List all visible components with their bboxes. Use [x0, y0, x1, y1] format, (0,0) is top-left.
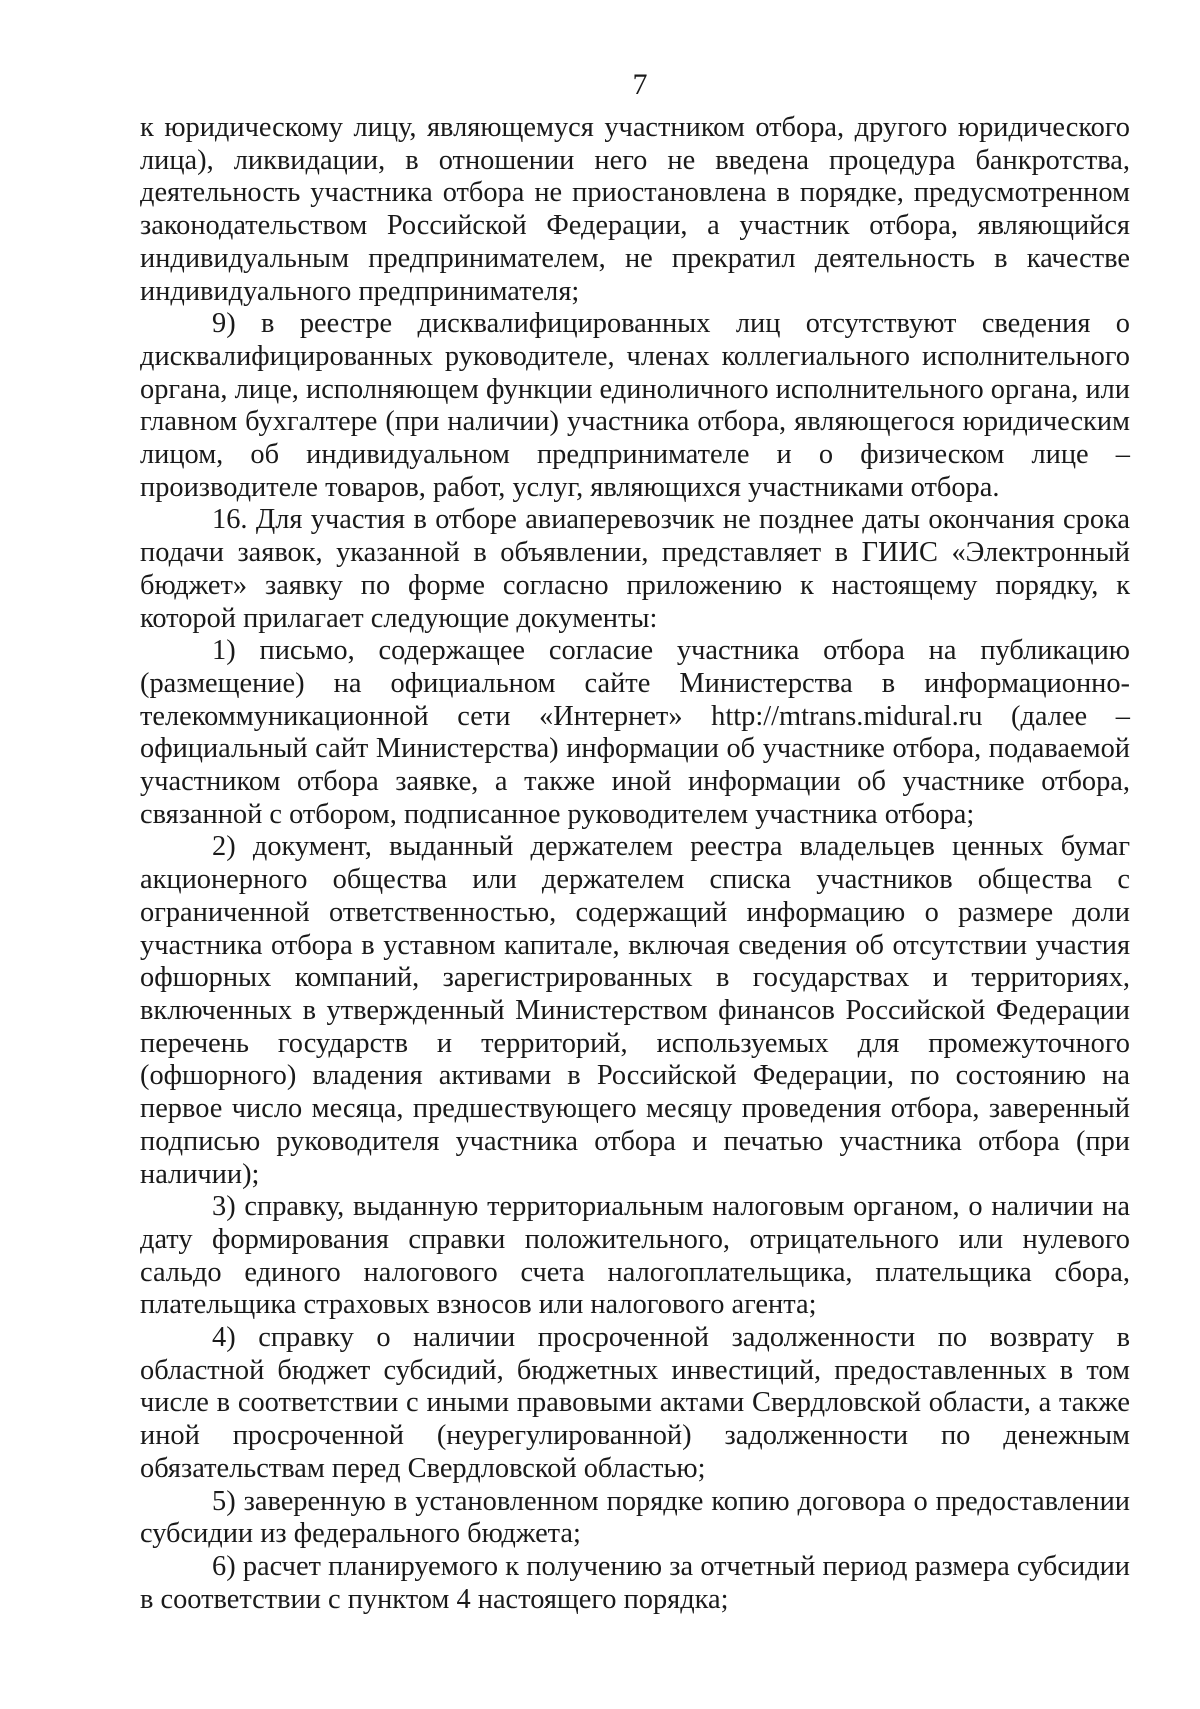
document-body: [140, 112, 1130, 1616]
paragraph-section-16: 16. Для участия в отборе авиаперевозчик не позднее даты окончания срока подачи заявок, указанной в объявлении, представляет в ГИИС «Электронный бюджет» заявку по форме согласно приложению к настоящему порядку, к которой прилагает следующие документы:: [140, 504, 1130, 634]
paragraph-item-6: 6) расчет планируемого к получению за отчетный период размера субсидии в соответствии с пунктом 4 настоящего порядка;: [140, 1550, 1130, 1615]
paragraph-item-9: 9) в реестре дисквалифицированных лиц отсутствуют сведения о дисквалифицированных руководителе, членах коллегиального исполнительного органа, лице, исполняющем функции единоличного исполнительного органа, или главном бухгалтере (при наличии) участника отбора, являющегося юридическим лицом, об индивидуальном предпринимателе и о физическом лице – производителе товаров, работ, услуг, являющихся участниками отбора.: [140, 308, 1130, 503]
paragraph-item-4: 4) справку о наличии просроченной задолженности по возврату в областной бюджет субсидий, бюджетных инвестиций, предоставленных в том числе в соответствии с иными правовыми актами Свердловской области, а также иной просроченной (неурегулированной) задолженности по денежным обязательствам перед Свердловской областью;: [140, 1322, 1130, 1484]
paragraph-continuation: к юридическому лицу, являющемуся участником отбора, другого юридического лица), ликвидации, в отношении него не введена процедура банкротства, деятельность участника отбора не приостановлена в порядке, предусмотренном законодательством Российской Федерации, а участник отбора, являющийся индивидуальным предпринимателем, не прекратил деятельность в качестве индивидуального предпринимателя;: [140, 112, 1130, 307]
paragraph-item-3: 3) справку, выданную территориальным налоговым органом, о наличии на дату формирования справки положительного, отрицательного или нулевого сальдо единого налогового счета налогоплательщика, плательщика сбора, плательщика страховых взносов или налогового агента;: [140, 1191, 1130, 1321]
paragraph-item-2: 2) документ, выданный держателем реестра владельцев ценных бумаг акционерного общества или держателем списка участников общества с ограниченной ответственностью, содержащий информацию о размере доли участника отбора в уставном капитале, включая сведения об отсутствии участия офшорных компаний, зарегистрированных в государствах и территориях, включенных в утвержденный Министерством финансов Российской Федерации перечень государств и территорий, используемых для промежуточного (офшорного) владения активами в Российской Федерации, по состоянию на первое число месяца, предшествующего месяцу проведения отбора, заверенный подписью руководителя участника отбора и печатью участника отбора (при наличии);: [140, 831, 1130, 1190]
paragraph-item-1: 1) письмо, содержащее согласие участника отбора на публикацию (размещение) на официальном сайте Министерства в информационно-телекоммуникационной сети «Интернет» http://mtrans.midural.ru (далее – официальный сайт Министерства) информации об участнике отбора, подаваемой участником отбора заявке, а также иной информации об участнике отбора, связанной с отбором, подписанное руководителем участника отбора;: [140, 635, 1130, 830]
paragraph-item-5: 5) заверенную в установленном порядке копию договора о предоставлении субсидии из федерального бюджета;: [140, 1485, 1130, 1550]
page-number: 7: [632, 68, 648, 101]
